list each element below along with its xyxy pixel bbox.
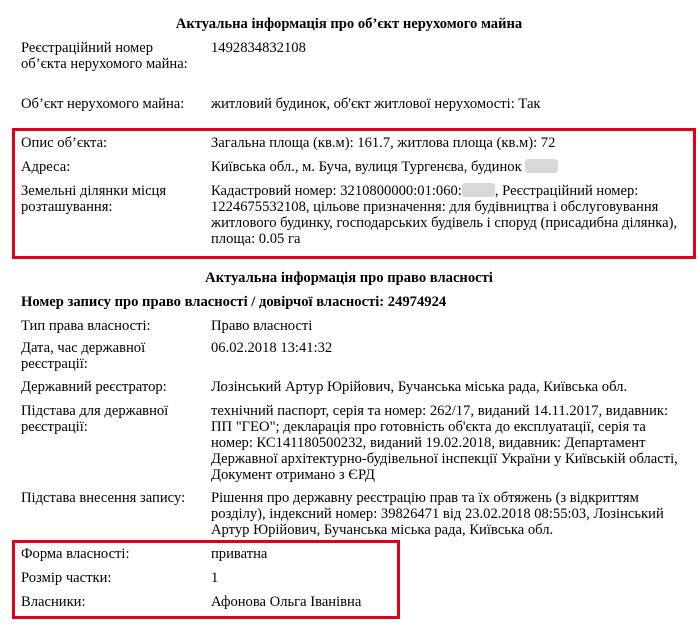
registration-basis-label: Підстава для державної реєстрації:: [21, 403, 169, 435]
state-registrar-label: Державний реєстратор:: [21, 379, 167, 395]
ownership-type-value: Право власності: [211, 318, 313, 334]
entry-basis-label: Підстава внесення запису:: [21, 490, 186, 506]
state-registrar-value: Лозінський Артур Юрійович, Бучанська міська рада, Київська обл.: [211, 379, 628, 395]
ownership-form-value: приватна: [211, 546, 268, 562]
property-object-label: Об’єкт нерухомого майна:: [21, 96, 185, 112]
entry-basis-value: Рішення про державну реєстрацію прав та їх обтяжень (з відкриттям розділу), індексний номер: 39826471 від 23.02.2018 08:55:03, Лозінський Артур Юрійович, Бучанська міська рада, Київська обл.: [211, 490, 664, 538]
property-object-value: житловий будинок, об'єкт житлової нерухомості: Так: [211, 96, 541, 112]
registration-number-label: Реєстраційний номер об’єкта нерухомого майна:: [21, 40, 188, 72]
share-size-value: 1: [211, 570, 219, 586]
land-plots-label: Земельні ділянки місця розташування:: [21, 183, 167, 215]
object-description-value: Загальна площа (кв.м): 161.7, житлова площа (кв.м): 72: [211, 135, 556, 151]
ownership-section-heading: Актуальна інформація про право власності: [205, 270, 493, 286]
ownership-form-label: Форма власності:: [21, 546, 130, 562]
object-section-heading: Актуальна інформація про об’єкт нерухомого майна: [175, 16, 523, 32]
share-size-label: Розмір частки:: [21, 570, 112, 586]
address-label: Адреса:: [21, 159, 71, 175]
ownership-record-heading: Номер запису про право власності / довірчої власності: 24974924: [21, 294, 447, 310]
land-plots-details-text: , Реєстраційний номер: 1224675532108, цільове призначення: для будівництва і обслуговування житлового будинку, господарських будівель і споруд (присадибна ділянка), площа: 0.05 га: [211, 183, 678, 247]
object-description-label: Опис об’єкта:: [21, 135, 108, 151]
ownership-type-label: Тип права власності:: [21, 318, 151, 334]
address-text: Київська обл., м. Буча, вулиця Тургенєва, будинок: [211, 159, 522, 175]
registration-date-value: 06.02.2018 13:41:32: [211, 340, 333, 356]
highlight-box-object-description: [12, 128, 696, 259]
owners-label: Власники:: [21, 594, 86, 610]
registration-basis-value: технічний паспорт, серія та номер: 262/17, виданий 14.11.2017, видавник: ПП "ГЕО"; декларація про готовність об'єкта до експлуатації, серія та номер: КС141180500232, виданий 19.02.2018, видавник: Департамент Державної архітектурно-будівельної інспекції України у Київській області, Документ отримано з ЄРД: [211, 403, 678, 483]
highlight-box-owners: [12, 540, 400, 619]
registration-number-value: 1492834832108: [211, 40, 306, 56]
registration-date-label: Дата, час державної реєстрації:: [21, 340, 146, 372]
cadastral-number-text: Кадастровий номер: 3210800000:01:060:: [211, 183, 462, 199]
owners-value: Афонова Ольга Іванівна: [211, 594, 362, 610]
